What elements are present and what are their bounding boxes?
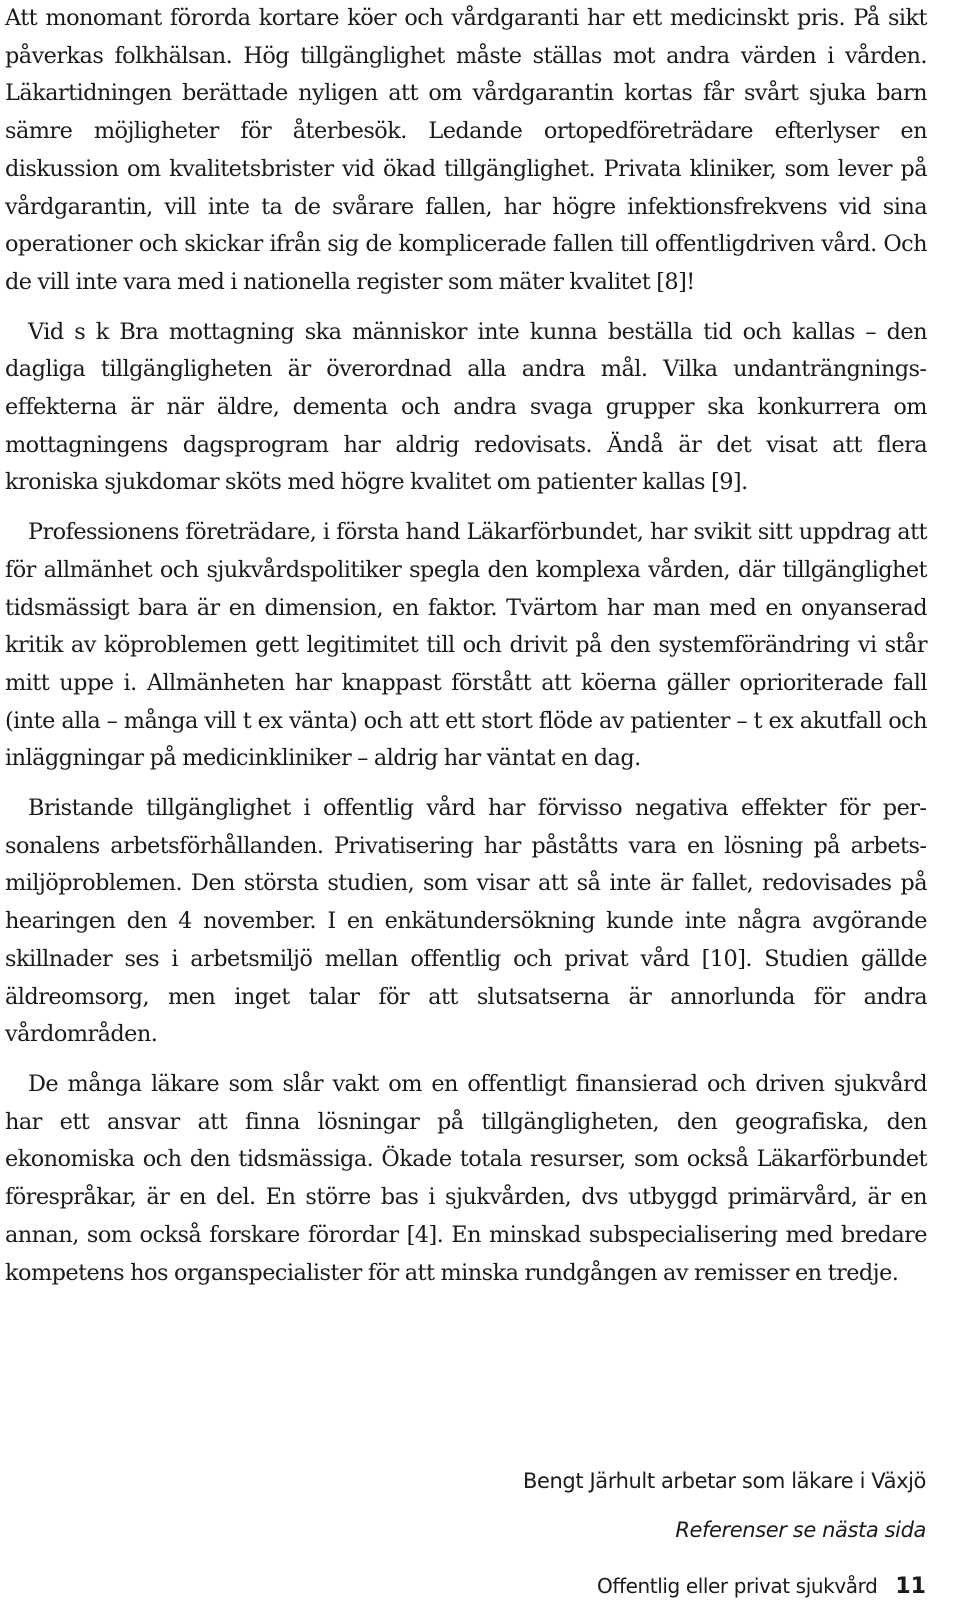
article-body (5, 0, 927, 1304)
paragraph-2: Vid s k Bra mottagning ska människor inte kunna beställa tid och kallas – den dagliga tillgängligheten är överordnad alla andra mål. Vilka undanträngningseffekterna är när äldre, dementa och andra svaga grupper ska konkurrera om mottagningens dagsprogram har aldrig redovisats. Ändå är det visat att flera kroniska sjukdomar sköts med högre kvalitet om patienter kallas [9]. (5, 318, 927, 496)
footer-title: Offentlig eller privat sjukvård (597, 1574, 878, 1598)
paragraph-3: Professionens företrädare, i första hand Läkarförbundet, har svikit sitt uppdrag att för allmänhet och sjukvårdspolitiker spegla den komplexa vården, där tillgänglighet tidsmässigt bara är en dimension, en faktor. Tvärtom har man med en onyanserad kritik av köproblemen gett legitimitet till och drivit på den systemförändring vi står mitt uppe i. Allmänheten har knappast förstått att köerna gäller oprioriterade fall (inte alla – många vill t ex vänta) och att ett stort flöde av patienter – t ex akutfall och inläggningar på medicinkliniker – aldrig har väntat en dag. (5, 519, 927, 772)
paragraph-4: Bristande tillgänglighet i offentlig vård har förvisso negativa effekter för personalens arbetsförhållanden. Privatisering har påståtts vara en lösning på arbetsmiljöproblemen. Den största studien, som visar att så inte är fallet, redovisades på hearingen den 4 november. I en enkätundersökning kunde inte några avgörande skillnader ses i arbetsmiljö mellan offentlig och privat vård [10]. Studien gällde äldreomsorg, men inget talar för att slutsatserna är annorlunda för andra vårdområden. (5, 795, 927, 1048)
page-footer (597, 1574, 926, 1599)
page-number: 11 (895, 1574, 926, 1599)
references-note: Referenser se nästa sida (675, 1518, 926, 1542)
paragraph-5: De många läkare som slår vakt om en offentligt finansierad och driven sjukvård har ett ansvar att finna lösningar på tillgängligheten, den geografiska, den ekonomiska och den tidsmässiga. Ökade totala resurser, som också Läkarförbundet förespråkar, är en del. En större bas i sjukvården, dvs utbyggd primärvård, är en annan, som också forskare förordar [4]. En minskad subspecialisering med bredare kompetens hos organspecialister för att minska rundgången av remisser en tredje. (5, 1070, 927, 1286)
author-note: Bengt Järhult arbetar som läkare i Växjö (522, 1469, 926, 1493)
paragraph-1: Att monomant förorda kortare köer och vårdgaranti har ett medicinskt pris. På sikt påverkas folkhälsan. Hög tillgänglighet måste ställas mot andra värden i vården. Läkartidningen berättade nyligen att om vårdgarantin kortas får svårt sjuka barn sämre möjligheter för återbesök. Ledande ortopedföreträdare efterlyser en diskussion om kvalitetsbrister vid ökad tillgänglighet. Privata kliniker, som lever på vårdgarantin, vill inte ta de svårare fallen, har högre infektionsfrekvens vid sina operationer och skickar ifrån sig de komplicerade fallen till offentligdriven vård. Och de vill inte vara med i nationella register som mäter kvalitet [8]! (5, 5, 927, 295)
